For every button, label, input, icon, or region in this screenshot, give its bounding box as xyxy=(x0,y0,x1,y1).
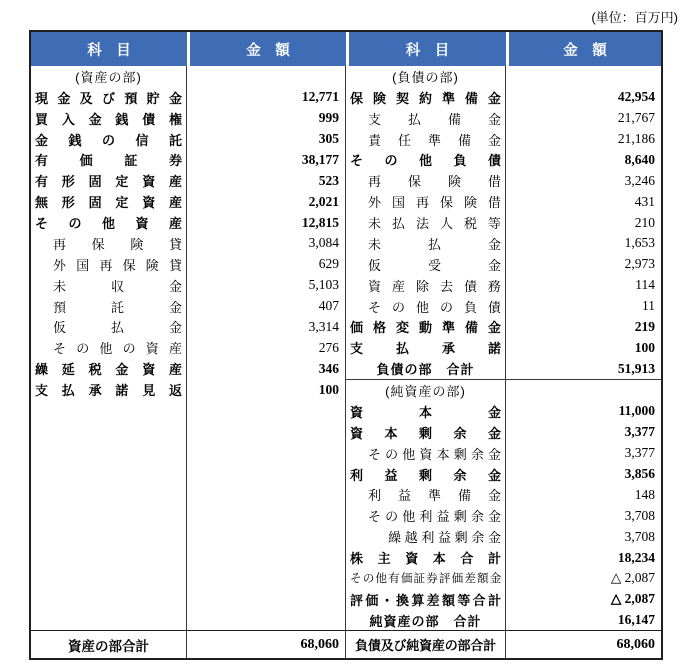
table-row xyxy=(346,170,661,191)
row-label: 負債の部 合計 xyxy=(346,358,506,379)
table-row xyxy=(31,191,346,212)
table-row xyxy=(346,568,661,589)
table-row xyxy=(31,337,346,358)
row-label: 外 国 再 保 険 借 xyxy=(346,191,506,212)
table-row xyxy=(31,296,346,317)
liabilities-netassets-section xyxy=(346,66,661,630)
row-amount: 100 xyxy=(634,339,655,355)
table-row xyxy=(346,589,661,610)
table-row xyxy=(31,275,346,296)
row-amount: 12,815 xyxy=(187,212,346,233)
row-amount: 11,000 xyxy=(618,403,655,419)
row-amount xyxy=(506,380,661,401)
header-item-right: 科 目 xyxy=(346,32,506,66)
row-label: 責 任 準 備 金 xyxy=(346,129,506,150)
header-amount-right: 金 額 xyxy=(506,32,661,66)
row-amount: 8,640 xyxy=(624,151,655,167)
row-amount: 21,186 xyxy=(617,131,655,147)
row-amount: 3,377 xyxy=(624,445,655,461)
table-row xyxy=(346,66,661,87)
table-row xyxy=(31,87,346,108)
row-label: (資産の部) xyxy=(31,66,187,87)
row-label: 支 払 承 諾 見 返 xyxy=(31,379,187,400)
row-label: 利 益 準 備 金 xyxy=(346,485,506,506)
table-row xyxy=(346,150,661,171)
row-amount: 3,246 xyxy=(624,172,655,188)
table-row xyxy=(346,443,661,464)
row-label: そ の 他 資 産 xyxy=(31,212,187,233)
header-item-left: 科 目 xyxy=(87,42,131,59)
table-row xyxy=(31,254,346,275)
row-amount: 2,973 xyxy=(624,256,655,272)
table-row xyxy=(346,254,661,275)
row-label: 純資産の部 合計 xyxy=(346,610,506,631)
row-amount: 16,147 xyxy=(617,612,655,628)
row-label: 資 本 金 xyxy=(346,401,506,422)
table-row xyxy=(346,485,661,506)
table-row xyxy=(31,317,346,338)
row-label: 再 保 険 借 xyxy=(346,170,506,191)
row-label: 利 益 剰 余 金 xyxy=(346,464,506,485)
row-amount xyxy=(506,66,661,87)
assets-total-value: 68,060 xyxy=(187,631,346,658)
row-label: 未 収 金 xyxy=(31,275,187,296)
row-label: (負債の部) xyxy=(346,66,506,87)
row-amount: 3,708 xyxy=(624,507,655,523)
balance-sheet-table xyxy=(29,30,663,660)
liab-netassets-total-label: 負債及び純資産の部合計 xyxy=(346,631,506,658)
row-amount: 999 xyxy=(187,108,346,129)
row-amount: 21,767 xyxy=(617,110,655,126)
unit-note: (単位：百万円) xyxy=(591,10,678,25)
table-row xyxy=(346,275,661,296)
row-amount: △ 2,087 xyxy=(610,570,655,586)
row-label: 買 入 金 銭 債 権 xyxy=(31,108,187,129)
table-row xyxy=(346,87,661,108)
table-row xyxy=(346,129,661,150)
row-amount: 18,234 xyxy=(617,549,655,565)
row-amount: 11 xyxy=(642,298,655,314)
header-amount-left: 金 額 xyxy=(187,32,346,66)
table-row xyxy=(346,108,661,129)
row-amount: 305 xyxy=(187,129,346,150)
table-row xyxy=(346,296,661,317)
row-amount: 276 xyxy=(187,337,346,358)
row-amount: 3,856 xyxy=(624,466,655,482)
row-label: 預 託 金 xyxy=(31,296,187,317)
row-amount: 42,954 xyxy=(617,89,655,105)
table-row xyxy=(346,505,661,526)
row-amount: △ 2,087 xyxy=(610,591,655,607)
row-label: 保 険 契 約 準 備 金 xyxy=(346,87,506,108)
table-row xyxy=(346,422,661,443)
row-label: 有 形 固 定 資 産 xyxy=(31,170,187,191)
row-label: 価 格 変 動 準 備 金 xyxy=(346,317,506,338)
row-amount: 148 xyxy=(634,486,655,502)
table-row xyxy=(346,233,661,254)
row-label: 支 払 承 諾 xyxy=(346,337,506,358)
table-row xyxy=(346,191,661,212)
row-label: そ の 他 の 資 産 xyxy=(31,337,187,358)
row-amount: 1,653 xyxy=(624,235,655,251)
assets-total-label: 資産の部合計 xyxy=(31,631,187,658)
table-row xyxy=(346,317,661,338)
table-row xyxy=(346,380,661,401)
row-label: 繰 越 利 益 剰 余 金 xyxy=(346,526,506,547)
row-label: そ の 他 有 価 証 券 評 価 差 額 金 xyxy=(346,568,506,589)
row-amount: 3,708 xyxy=(624,528,655,544)
row-amount: 210 xyxy=(634,214,655,230)
table-row xyxy=(346,610,661,631)
empty-cell xyxy=(187,400,346,630)
table-row xyxy=(31,358,346,379)
row-amount: 523 xyxy=(187,170,346,191)
table-row xyxy=(346,464,661,485)
row-label: 仮 払 金 xyxy=(31,317,187,338)
row-label: そ の 他 の 負 債 xyxy=(346,296,506,317)
empty-filler-row xyxy=(31,400,346,630)
table-row xyxy=(346,547,661,568)
row-label: 未 払 法 人 税 等 xyxy=(346,212,506,233)
row-amount: 3,084 xyxy=(187,233,346,254)
row-label: 再 保 険 貸 xyxy=(31,233,187,254)
row-label: 未 払 金 xyxy=(346,233,506,254)
row-amount xyxy=(187,66,346,87)
row-amount: 3,377 xyxy=(624,424,655,440)
row-amount: 114 xyxy=(635,277,655,293)
table-body xyxy=(31,66,661,630)
row-label: 仮 受 金 xyxy=(346,254,506,275)
row-label: 金 銭 の 信 託 xyxy=(31,129,187,150)
row-label: 繰 延 税 金 資 産 xyxy=(31,358,187,379)
row-amount: 2,021 xyxy=(187,191,346,212)
table-row xyxy=(346,401,661,422)
row-amount: 219 xyxy=(634,318,655,334)
row-label: そ の 他 負 債 xyxy=(346,150,506,171)
empty-cell xyxy=(31,400,187,630)
row-label: 現 金 及 び 預 貯 金 xyxy=(31,87,187,108)
row-amount: 3,314 xyxy=(187,317,346,338)
table-header xyxy=(31,32,661,66)
row-amount: 38,177 xyxy=(187,150,346,171)
row-amount: 346 xyxy=(187,358,346,379)
row-amount: 100 xyxy=(187,379,346,400)
table-row xyxy=(31,150,346,171)
row-amount: 12,771 xyxy=(187,87,346,108)
row-amount: 5,103 xyxy=(187,275,346,296)
row-amount: 407 xyxy=(187,296,346,317)
table-row xyxy=(31,108,346,129)
row-amount: 431 xyxy=(634,193,655,209)
liab-netassets-total-value: 68,060 xyxy=(616,636,655,652)
row-amount: 51,913 xyxy=(617,360,655,376)
row-label: そ の 他 利 益 剰 余 金 xyxy=(346,505,506,526)
row-label: 支 払 備 金 xyxy=(346,108,506,129)
row-label: 評 価 ・ 換 算 差 額 等 合 計 xyxy=(346,589,506,610)
row-label: 資 本 剰 余 金 xyxy=(346,422,506,443)
table-row xyxy=(346,212,661,233)
table-row xyxy=(31,212,346,233)
row-label: 株 主 資 本 合 計 xyxy=(346,547,506,568)
table-row xyxy=(31,233,346,254)
row-label: そ の 他 資 本 剰 余 金 xyxy=(346,443,506,464)
table-row xyxy=(346,337,661,358)
row-label: 無 形 固 定 資 産 xyxy=(31,191,187,212)
row-amount: 629 xyxy=(187,254,346,275)
row-label: 外 国 再 保 険 貸 xyxy=(31,254,187,275)
row-label: (純資産の部) xyxy=(346,380,506,401)
table-row xyxy=(346,526,661,547)
table-footer xyxy=(31,630,661,658)
table-row xyxy=(31,66,346,87)
table-row xyxy=(31,379,346,400)
row-label: 有 価 証 券 xyxy=(31,150,187,171)
table-row xyxy=(31,129,346,150)
row-label: 資 産 除 去 債 務 xyxy=(346,275,506,296)
assets-section xyxy=(31,66,346,630)
table-row xyxy=(346,358,661,380)
table-row xyxy=(31,170,346,191)
